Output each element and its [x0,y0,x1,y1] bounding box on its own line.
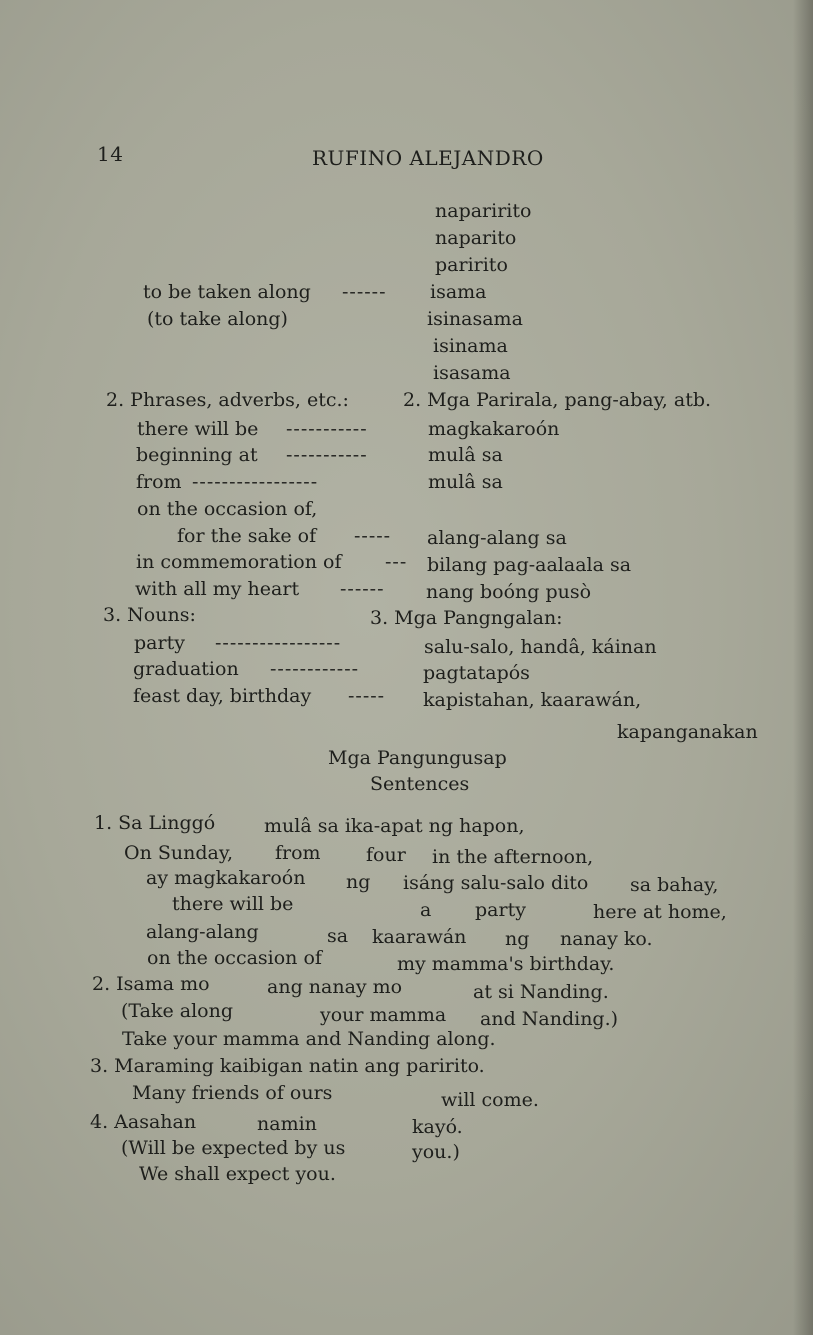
sentence-word: from [275,842,321,864]
tagalog-term: mulâ sa [428,471,503,493]
sentence-word: at si Nanding. [473,981,609,1003]
sentence-word: mulâ sa ika-apat ng hapon, [264,815,525,837]
tagalog-term: mulâ sa [428,444,503,466]
sentences-heading-english: Sentences [370,773,470,795]
sentence-word: my mamma's birthday. [397,953,615,975]
sentence-word: here at home, [593,901,727,923]
leader-dots: --- [385,551,408,573]
english-term: on the occasion of, [137,498,318,520]
section-heading-tagalog: 2. Mga Parirala, pang-abay, atb. [403,389,712,411]
page-edge-shadow [793,0,813,1335]
tagalog-term: pagtatapós [423,662,530,684]
sentence-word: On Sunday, [124,842,234,864]
sentence-word: you.) [412,1141,460,1163]
tagalog-form: naparito [435,227,517,249]
tagalog-term: alang-alang sa [427,527,567,549]
tagalog-term: kapistahan, kaarawán, [423,689,642,711]
tagalog-term: isinasama [427,308,523,330]
english-term: for the sake of [177,525,317,547]
english-term: there will be [137,418,259,440]
section-heading-english: 2. Phrases, adverbs, etc.: [106,389,349,411]
sentence-word: 3. Maraming kaibigan natin ang paririto. [90,1055,485,1077]
tagalog-term: nang boóng pusò [426,581,592,603]
page-number: 14 [97,142,124,166]
english-term: (to take along) [147,308,288,330]
leader-dots: ------ [340,578,385,600]
sentence-word: and Nanding.) [480,1008,619,1030]
sentence-word: there will be [172,893,294,915]
sentence-word: isáng salu-salo dito [403,872,589,894]
sentence-word: alang-alang [146,921,259,943]
tagalog-term: bilang pag-aalaala sa [427,554,632,576]
sentence-word: sa [327,925,349,947]
sentence-word: (Will be expected by us [121,1137,346,1159]
english-term: with all my heart [135,578,300,600]
sentence-word: 2. Isama mo [92,973,210,995]
sentence-word: kayó. [412,1116,463,1138]
section-heading-tagalog: 3. Mga Pangngalan: [370,607,563,629]
sentence-word: Take your mamma and Nanding along. [122,1028,496,1050]
english-term: in commemoration of [136,551,342,573]
sentence-word: 4. Aasahan [90,1111,197,1133]
sentences-heading-tagalog: Mga Pangungusap [328,747,507,769]
sentence-word: We shall expect you. [139,1163,336,1185]
leader-dots: ----- [348,685,386,707]
leader-dots: ----------- [286,418,368,440]
sentence-word: ng [346,871,371,893]
tagalog-form: paririto [435,254,508,276]
tagalog-term: magkakaroón [428,418,560,440]
running-title: RUFINO ALEJANDRO [312,146,544,170]
sentence-word: ang nanay mo [267,976,403,998]
sentence-word: party [475,899,526,921]
tagalog-form: isasama [433,362,511,384]
sentence-word: ng [505,928,530,950]
tagalog-term: salu-salo, handâ, káinan [424,636,657,658]
sentence-word: kaarawán [372,926,467,948]
sentence-word: sa bahay, [630,874,719,896]
sentence-word: nanay ko. [560,928,653,950]
sentence-word: in the afternoon, [432,846,594,868]
section-heading-english: 3. Nouns: [103,604,196,626]
tagalog-continuation: kapanganakan [617,721,758,743]
tagalog-form: naparirito [435,200,532,222]
english-term: party [134,632,185,654]
sentence-word: ay magkakaroón [146,867,306,889]
leader-dots: ----------- [286,444,368,466]
leader-dots: ------ [342,281,387,303]
sentence-word: will come. [441,1089,539,1111]
english-term: beginning at [136,444,258,466]
sentence-word: (Take along [121,1000,233,1022]
english-term: from [136,471,182,493]
sentence-word: four [366,844,406,866]
tagalog-term: isama [430,281,487,303]
tagalog-form: isinama [433,335,508,357]
leader-dots: ----------------- [192,471,319,493]
sentence-word: 1. Sa Linggó [94,812,216,834]
leader-dots: ------------ [270,658,360,680]
leader-dots: ----- [354,525,392,547]
sentence-word: Many friends of ours [132,1082,333,1104]
sentence-word: a [420,899,432,921]
english-term: to be taken along [143,281,311,303]
sentence-word: namin [257,1113,317,1135]
sentence-word: your mamma [320,1004,447,1026]
leader-dots: ----------------- [215,632,342,654]
english-term: feast day, birthday [133,685,312,707]
sentence-word: on the occasion of [147,947,322,969]
english-term: graduation [133,658,239,680]
